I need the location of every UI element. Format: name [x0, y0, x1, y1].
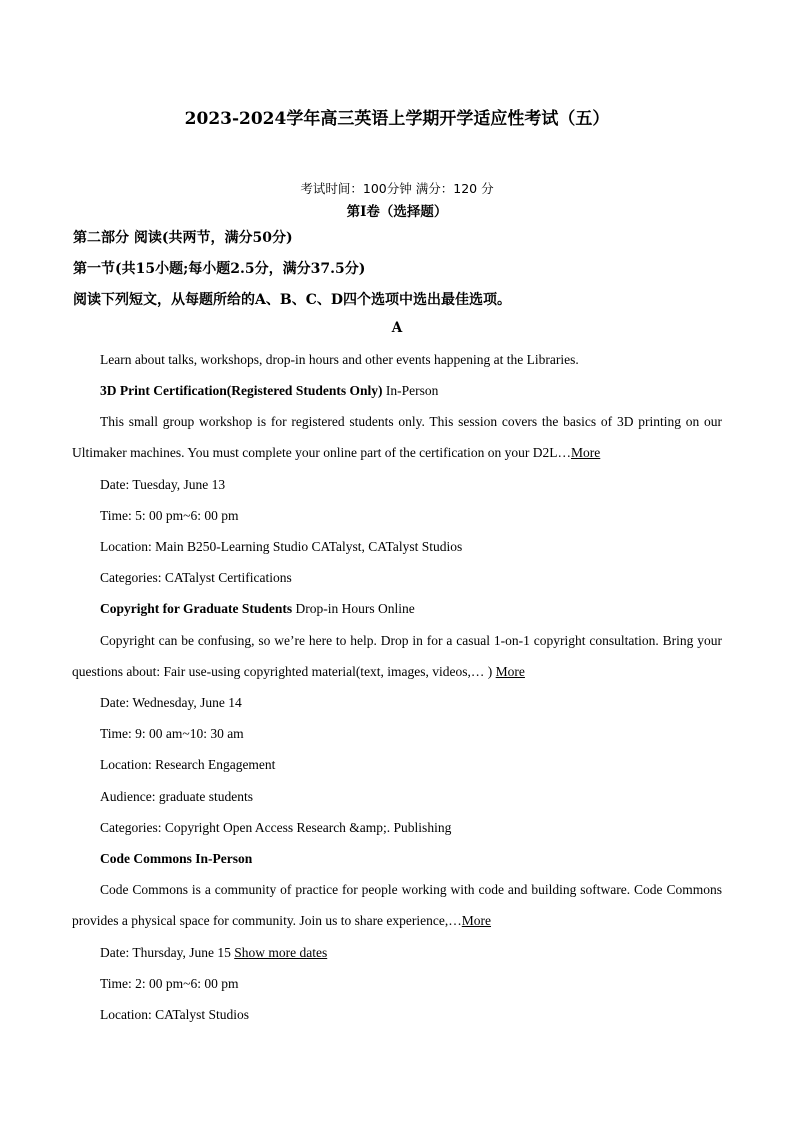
event-time: Time: 9: 00 am~10: 30 am	[100, 726, 244, 741]
instruction-text: 阅读下列短文，从每题所给的A、B、C、D四个选项中选出最佳选项。	[73, 292, 511, 308]
event-description-text: This small group workshop is for registered students only. This session covers the basics of 3D printing on our Ultimaker machines. You must complete your online part of the certification on your D2L…	[72, 414, 722, 460]
exam-title: 2023-2024学年高三英语上学期开学适应性考试（五）	[184, 109, 610, 129]
event-location: Location: Research Engagement	[100, 757, 276, 772]
passage-label: A	[391, 320, 403, 336]
event-time: Time: 5: 00 pm~6: 00 pm	[100, 508, 239, 523]
more-link[interactable]: More	[495, 664, 525, 679]
event-title: Copyright for Graduate Students	[100, 601, 293, 616]
show-more-dates-link[interactable]: Show more dates	[234, 945, 328, 960]
event-date: Date: Wednesday, June 14	[100, 695, 242, 710]
event-categories: Categories: Copyright Open Access Research &amp;. Publishing	[100, 820, 452, 835]
event-date: Date: Tuesday, June 13	[100, 477, 226, 492]
event-description	[72, 874, 722, 936]
volume-heading: 第Ⅰ卷（选择题）	[346, 204, 448, 220]
event-title-line	[100, 383, 438, 399]
event-description	[72, 625, 722, 687]
more-link[interactable]: More	[461, 913, 492, 928]
event-description	[72, 406, 722, 468]
event-title: 3D Print Certification(Registered Students Only)	[100, 383, 383, 398]
event-location: Location: Main B250-Learning Studio CATalyst, CATalyst Studios	[100, 539, 463, 554]
event-mode: Drop-in Hours Online	[292, 601, 415, 616]
event-location: Location: CATalyst Studios	[100, 1007, 250, 1022]
more-link[interactable]: More	[571, 445, 601, 460]
event-date: Date: Thursday, June 15	[100, 945, 231, 960]
exam-info: 考试时间：100分钟 满分：120 分	[300, 181, 494, 196]
event-title-line	[100, 601, 415, 617]
section-heading: 第一节(共15小题;每小题2.5分，满分37.5分)	[73, 261, 366, 277]
part-heading: 第二部分 阅读(共两节，满分50分)	[73, 230, 293, 246]
event-audience: Audience: graduate students	[100, 789, 253, 804]
event-description-text: Code Commons is a community of practice for people working with code and building software. Code Commons provides a physical space for community. Join us to share experience,…	[72, 882, 722, 928]
event-categories: Categories: CATalyst Certifications	[100, 570, 292, 585]
event-title: Code Commons In-Person	[100, 851, 253, 866]
event-description-text: Copyright can be confusing, so we’re here to help. Drop in for a casual 1-on-1 copyright consultation. Bring your questions about: Fair use-using copyrighted material(text, images, videos,… )	[72, 633, 722, 679]
passage-intro: Learn about talks, workshops, drop-in hours and other events happening at the Libraries.	[100, 352, 579, 367]
event-date-line	[100, 945, 327, 961]
event-time: Time: 2: 00 pm~6: 00 pm	[100, 976, 239, 991]
event-mode: In-Person	[382, 383, 439, 398]
